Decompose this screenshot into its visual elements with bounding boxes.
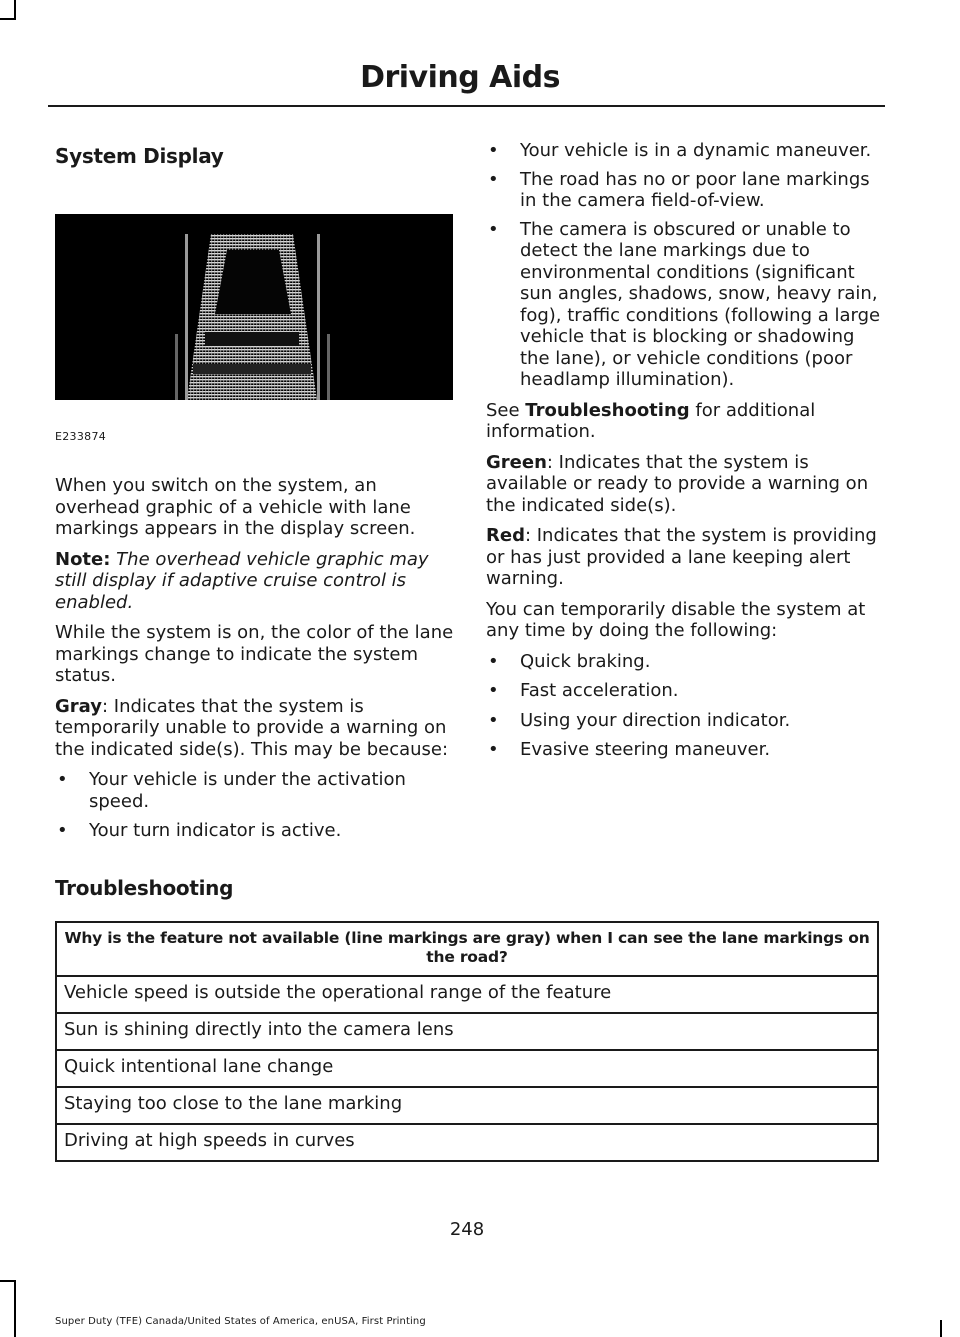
note-paragraph (55, 549, 455, 614)
see-suffix: for additional information. (486, 399, 816, 442)
red-text: : Indicates that the system is providing or has just provided a lane keeping alert warning. (486, 525, 877, 589)
table-cell: Vehicle speed is outside the operational range of the feature (56, 976, 878, 1013)
table-row (56, 1087, 878, 1124)
green-text: : Indicates that the system is available or ready to provide a warning on the indicated side(s). (486, 451, 869, 516)
gray-reasons-list (55, 769, 455, 842)
see-troubleshooting-paragraph (486, 400, 886, 443)
red-paragraph (486, 525, 886, 590)
troubleshooting-reference: Troubleshooting (525, 399, 690, 421)
green-paragraph (486, 452, 886, 517)
green-label: Green (486, 451, 547, 473)
list-item: • Your turn indicator is active. (55, 820, 455, 842)
list-item: • Your vehicle is in a dynamic maneuver. (486, 140, 886, 162)
note-label: Note: (55, 548, 111, 570)
table-header: Why is the feature not available (line markings are gray) when I can see the lane markings on the road? (56, 922, 878, 976)
left-column (55, 140, 455, 842)
see-prefix: See (486, 399, 526, 421)
table-row (56, 1124, 878, 1161)
overhead-vehicle-graphic (55, 214, 453, 400)
status-intro-paragraph: While the system is on, the color of the lane markings change to indicate the system status. (55, 622, 454, 686)
crop-mark (14, 1280, 16, 1337)
table-cell: Driving at high speeds in curves (56, 1124, 878, 1161)
note-text: The overhead vehicle graphic may still display if adaptive cruise control is enabled. (55, 548, 429, 613)
troubleshooting-heading: Troubleshooting (55, 876, 234, 900)
red-label: Red (486, 525, 525, 546)
section-title: Driving Aids (360, 60, 560, 95)
gray-text: : Indicates that the system is temporarily unable to provide a warning on the indicated side(s). This may be because: (55, 695, 449, 760)
crop-mark (0, 18, 16, 20)
list-item: • Fast acceleration. (486, 680, 886, 702)
table-cell: Quick intentional lane change (56, 1050, 878, 1087)
figure-code: E233874 (55, 429, 107, 443)
gray-label: Gray (55, 695, 102, 717)
table-cell: Staying too close to the lane marking (56, 1087, 878, 1124)
vehicle-lane-image (55, 214, 453, 400)
crop-mark (0, 1280, 16, 1282)
list-item: • The road has no or poor lane markings in the camera field-of-view. (486, 169, 886, 212)
list-item: • Using your direction indicator. (486, 710, 886, 732)
list-item: • The camera is obscured or unable to detect the lane markings due to environmental conditions (significant sun angles, shadows, snow, heavy rain, fog), traffic conditions (following a large vehicle that is blocking or shadowing the lane), or vehicle conditions (poor headlamp illumination). (486, 219, 886, 391)
system-display-heading: System Display (55, 144, 224, 168)
list-item: • Quick braking. (486, 651, 886, 673)
footer-text: Super Duty (TFE) Canada/United States of America, enUSA, First Printing (55, 1316, 426, 1327)
right-column (486, 140, 886, 761)
list-item: • Evasive steering maneuver. (486, 739, 886, 761)
disable-methods-list (486, 651, 886, 761)
crop-mark (14, 0, 16, 20)
table-header-row (56, 922, 878, 976)
troubleshooting-table (55, 921, 879, 1162)
header-divider (48, 105, 885, 107)
table-row (56, 976, 878, 1013)
table-row (56, 1050, 878, 1087)
crop-mark (940, 1320, 942, 1337)
gray-reasons-list-continued (486, 140, 886, 391)
table-cell: Sun is shining directly into the camera lens (56, 1013, 878, 1050)
intro-paragraph: When you switch on the system, an overhead graphic of a vehicle with lane markings appears in the display screen. (55, 475, 416, 539)
gray-paragraph (55, 696, 455, 761)
table-row (56, 1013, 878, 1050)
disable-intro-paragraph: You can temporarily disable the system at any time by doing the following: (486, 598, 866, 641)
page-number: 248 (449, 1219, 485, 1240)
list-item: • Your vehicle is under the activation speed. (55, 769, 455, 812)
